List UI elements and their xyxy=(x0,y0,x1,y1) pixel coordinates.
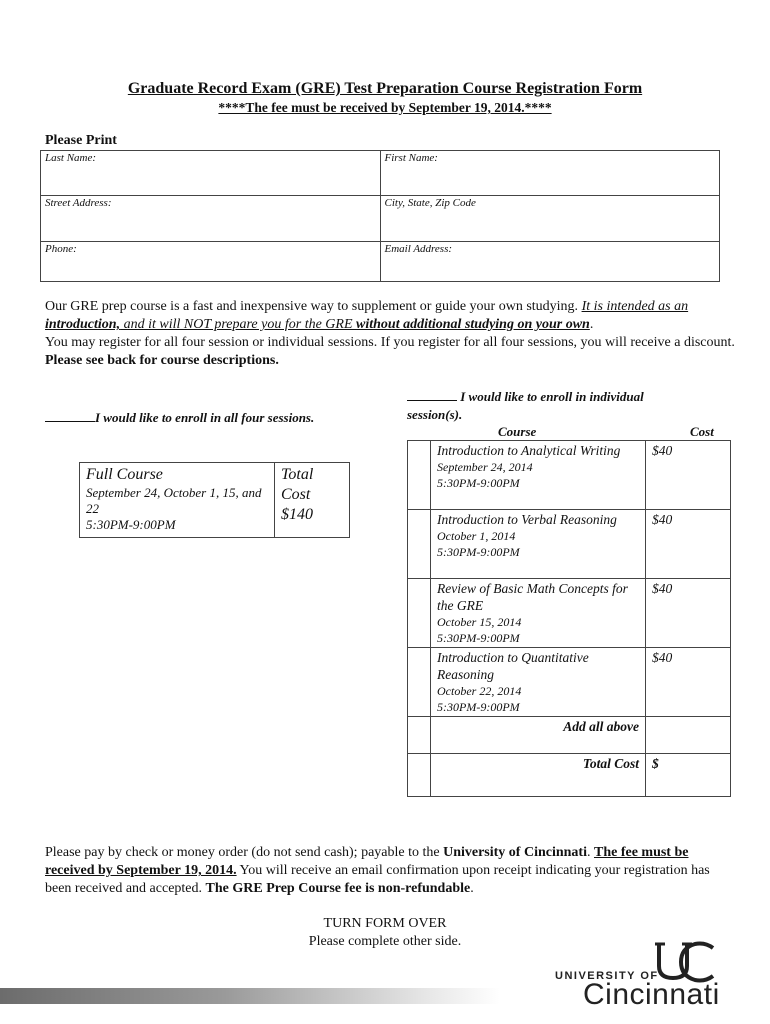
total-label: Total xyxy=(281,466,314,483)
course-name: Review of Basic Math Concepts for the GRE xyxy=(437,581,628,613)
intro-paragraph xyxy=(45,298,735,370)
add-all-cost-cell[interactable] xyxy=(646,717,731,754)
course-name: Introduction to Verbal Reasoning xyxy=(437,512,617,527)
enroll-all-label: I would like to enroll in all four sessions. xyxy=(95,410,315,425)
course-time: 5:30PM-9:00PM xyxy=(437,631,520,645)
intro-period: . xyxy=(589,317,594,332)
intro-discount-text: You may register for all four session or individual sessions. If you register for all four sessions, you will receive a discount. xyxy=(45,335,735,350)
course-checkbox[interactable] xyxy=(408,579,431,648)
course-date: October 22, 2014 xyxy=(437,684,522,698)
add-all-label: Add all above xyxy=(431,717,646,754)
total-checkbox xyxy=(408,754,431,797)
enroll-individual-option xyxy=(407,388,727,424)
course-date: October 1, 2014 xyxy=(437,529,516,543)
email-label: Email Address: xyxy=(384,243,453,255)
payee-name: University of Cincinnati xyxy=(443,845,587,860)
full-course-cost xyxy=(275,463,349,541)
course-cost: $40 xyxy=(646,441,731,510)
fee-deadline-notice: ****The fee must be received by September 19, 2014.**** xyxy=(218,100,552,115)
city-state-zip-label: City, State, Zip Code xyxy=(384,197,476,209)
uc-logo xyxy=(555,940,740,1012)
payment-text: Please pay by check or money order (do not send cash); payable to the xyxy=(45,845,444,860)
full-course-time: 5:30PM-9:00PM xyxy=(86,517,176,532)
enroll-all-blank[interactable] xyxy=(45,409,95,422)
total-cost-row xyxy=(408,754,731,797)
full-course-price: $140 xyxy=(281,506,313,523)
intro-emphasis-bold: without additional studying on your own xyxy=(356,317,590,332)
phone-field[interactable] xyxy=(41,242,381,282)
course-time: 5:30PM-9:00PM xyxy=(437,700,520,714)
payment-period: . xyxy=(470,881,474,896)
table-row xyxy=(408,648,731,717)
phone-label: Phone: xyxy=(45,243,77,255)
course-cost: $40 xyxy=(646,648,731,717)
turn-form-over: TURN FORM OVER xyxy=(323,916,447,931)
course-cell xyxy=(431,510,646,579)
street-address-field[interactable] xyxy=(41,196,381,242)
last-name-field[interactable] xyxy=(41,151,381,196)
add-all-checkbox xyxy=(408,717,431,754)
total-cost-label: Total Cost xyxy=(431,754,646,797)
contact-info-table xyxy=(40,150,720,282)
email-field[interactable] xyxy=(380,242,720,282)
course-name: Introduction to Quantitative Reasoning xyxy=(437,650,589,682)
course-date: October 15, 2014 xyxy=(437,615,522,629)
course-column-header: Course xyxy=(498,424,537,439)
table-row xyxy=(408,510,731,579)
course-cost: $40 xyxy=(646,510,731,579)
total-cost-value[interactable]: $ xyxy=(646,754,731,797)
course-time: 5:30PM-9:00PM xyxy=(437,476,520,490)
non-refundable-note: The GRE Prep Course fee is non-refundable xyxy=(205,881,471,896)
intro-emphasis-bold: introduction, xyxy=(45,317,121,332)
logo-cincinnati: Cincinnati xyxy=(583,978,720,1011)
intro-emphasis: It is intended as an xyxy=(581,299,689,314)
full-course-dates: September 24, October 1, 15, and 22 xyxy=(86,485,262,516)
logo-university-of: UNIVERSITY OF xyxy=(555,970,659,982)
full-course-box xyxy=(79,462,350,538)
payment-text: . xyxy=(586,845,594,860)
enroll-all-option xyxy=(45,409,314,426)
add-all-row xyxy=(408,717,731,754)
course-cost: $40 xyxy=(646,579,731,648)
street-address-label: Street Address: xyxy=(45,197,112,209)
please-print-heading: Please Print xyxy=(45,133,117,148)
course-checkbox[interactable] xyxy=(408,648,431,717)
course-checkbox[interactable] xyxy=(408,441,431,510)
course-date: September 24, 2014 xyxy=(437,460,533,474)
enroll-individual-label: I would like to enroll in individual xyxy=(460,389,644,404)
table-row xyxy=(408,441,731,510)
first-name-field[interactable] xyxy=(380,151,720,196)
individual-courses-table xyxy=(407,440,731,797)
intro-text: Our GRE prep course is a fast and inexpensive way to supplement or guide your own studying. xyxy=(45,299,582,314)
enroll-individual-label-cont: session(s). xyxy=(407,407,463,422)
payment-paragraph xyxy=(45,844,735,898)
table-row xyxy=(408,579,731,648)
footer-gradient-bar xyxy=(0,988,500,1004)
form-title: Graduate Record Exam (GRE) Test Preparation Course Registration Form xyxy=(127,80,643,97)
first-name-label: First Name: xyxy=(384,152,438,164)
cost-column-header: Cost xyxy=(690,424,714,439)
course-time: 5:30PM-9:00PM xyxy=(437,545,520,559)
full-course-details xyxy=(80,463,275,537)
course-cell xyxy=(431,579,646,648)
intro-emphasis: and it will NOT prepare you for the GRE xyxy=(120,317,357,332)
see-back-note: Please see back for course descriptions. xyxy=(45,353,279,368)
city-state-zip-field[interactable] xyxy=(380,196,720,242)
complete-other-side: Please complete other side. xyxy=(308,934,462,949)
cost-label: Cost xyxy=(281,486,311,503)
enroll-individual-blank[interactable] xyxy=(407,388,457,401)
payment-text: You will receive an email confirmation upon receipt indicating your registration has been received and accepted. xyxy=(45,863,710,896)
course-cell xyxy=(431,441,646,510)
course-cell xyxy=(431,648,646,717)
course-name: Introduction to Analytical Writing xyxy=(437,443,621,458)
fee-deadline-emphasis: The fee must be received by September 19, 2014. xyxy=(45,845,689,878)
course-checkbox[interactable] xyxy=(408,510,431,579)
last-name-label: Last Name: xyxy=(45,152,97,164)
full-course-name: Full Course xyxy=(86,466,163,483)
